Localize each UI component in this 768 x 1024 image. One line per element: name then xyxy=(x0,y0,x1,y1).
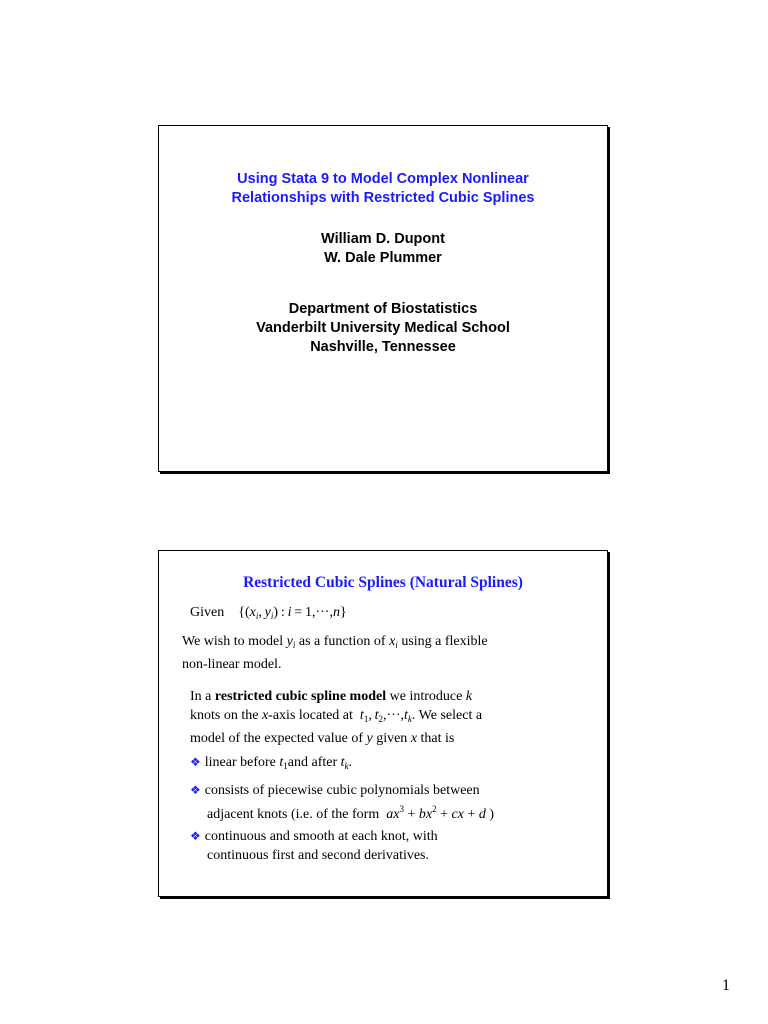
given-statement: Given {($x_i$, $y_i$) : i = 1,···,n} xyxy=(190,605,347,621)
diamond-bullet-icon: ❖ xyxy=(190,783,201,797)
affiliation: Department of Biostatistics Vanderbilt University Medical School Nashville, Tennessee xyxy=(256,301,510,355)
diamond-bullet-icon: ❖ xyxy=(190,755,201,769)
splines-slide xyxy=(158,550,608,897)
presentation-title: Using Stata 9 to Model Complex Nonlinear Relationships with Restricted Cubic Splines xyxy=(231,171,535,206)
title-slide xyxy=(158,125,608,472)
slide-title: Restricted Cubic Splines (Natural Splines) xyxy=(243,574,523,591)
spline-definition-text: In a restricted cubic spline model we introduce k knots on the x-axis located at $t_1$, $t_2,\cdot\cdot\cdot,t_k$. We select a model of the expected value of y given x that is xyxy=(190,689,483,746)
bullet-piecewise-cubic: ❖ consists of piecewise cubic polynomials between adjacent knots (i.e. of the form $ax^3 + bx^2$ + cx + d ) xyxy=(190,783,494,822)
authors: William D. Dupont W. Dale Plummer xyxy=(321,231,445,266)
bullet-smooth: ❖ continuous and smooth at each knot, with continuous first and second derivatives. xyxy=(190,829,438,863)
bullet-linear: ❖ linear before $t_1and$ after $t_k$. xyxy=(190,755,353,771)
model-goal-text: We wish to model $y_i$ as a function of $x_i$ using a flexible non-linear model. xyxy=(182,634,488,672)
page-number: 1 xyxy=(722,977,730,994)
diamond-bullet-icon: ❖ xyxy=(190,829,201,843)
